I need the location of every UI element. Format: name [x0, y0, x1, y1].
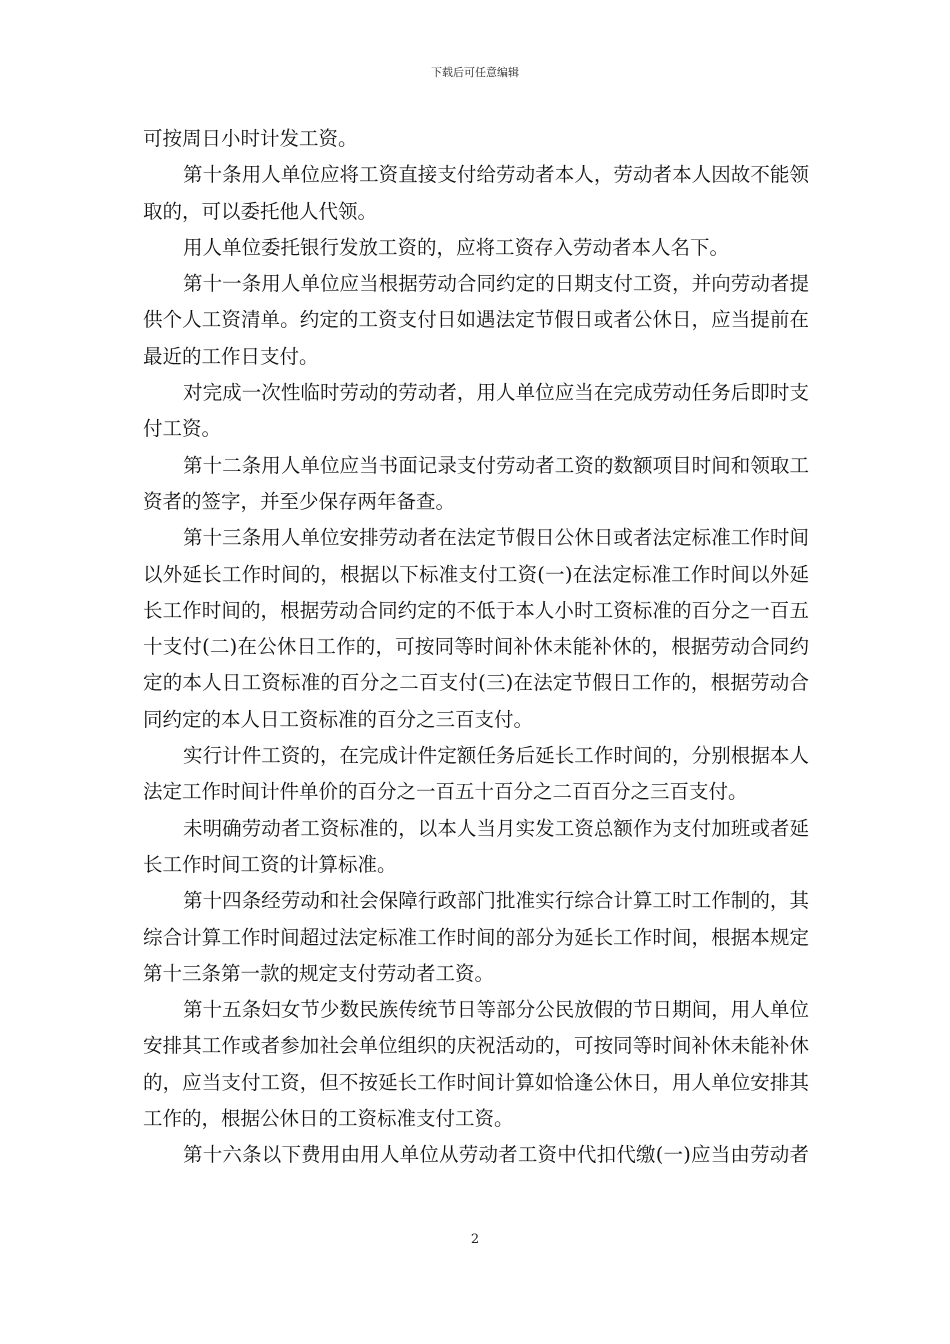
text-line: 可按周日小时计发工资。: [143, 127, 358, 150]
text-line: 第十二条用人单位应当书面记录支付劳动者工资的数额项目时间和领取工: [183, 453, 809, 477]
text-line: 的，应当支付工资，但不按延长工作时间计算如恰逢公休日，用人单位安排其: [143, 1070, 809, 1094]
text-line: 实行计件工资的，在完成计件定额任务后延长工作时间的，分别根据本人: [183, 744, 809, 768]
text-line: 十支付(二)在公休日工作的，可按同等时间补休未能补休的，根据劳动合同约: [143, 635, 809, 659]
text-line: 取的，可以委托他人代领。: [143, 199, 378, 223]
text-line: 法定工作时间计件单价的百分之一百五十百分之二百百分之三百支付。: [143, 780, 748, 804]
text-line: 同约定的本人日工资标准的百分之三百支付。: [143, 707, 534, 731]
text-line: 第十条用人单位应将工资直接支付给劳动者本人，劳动者本人因故不能领: [183, 163, 809, 187]
text-line: 供个人工资清单。约定的工资支付日如遇法定节假日或者公休日，应当提前在: [143, 308, 809, 332]
document-body: [143, 121, 809, 1174]
text-line: 以外延长工作时间的，根据以下标准支付工资(一)在法定标准工作时间以外延: [143, 562, 809, 586]
text-line: 最近的工作日支付。: [143, 344, 319, 368]
text-line: 综合计算工作时间超过法定标准工作时间的部分为延长工作时间，根据本规定: [143, 925, 809, 949]
text-line: 对完成一次性临时劳动的劳动者，用人单位应当在完成劳动任务后即时支: [183, 381, 809, 405]
text-line: 未明确劳动者工资标准的，以本人当月实发工资总额作为支付加班或者延: [183, 816, 809, 840]
text-line: 工作的，根据公休日的工资标准支付工资。: [143, 1107, 514, 1131]
text-line: 长工作时间的，根据劳动合同约定的不低于本人小时工资标准的百分之一百五: [143, 598, 809, 622]
text-line: 第十一条用人单位应当根据劳动合同约定的日期支付工资，并向劳动者提: [183, 272, 809, 296]
text-line: 付工资。: [143, 417, 222, 441]
text-line: 用人单位委托银行发放工资的，应将工资存入劳动者本人名下。: [183, 235, 730, 259]
page-number: 2: [470, 1232, 480, 1247]
text-line: 定的本人日工资标准的百分之二百支付(三)在法定节假日工作的，根据劳动合: [143, 671, 809, 695]
page-header: 下载后可任意编辑: [431, 66, 519, 79]
text-line: 长工作时间工资的计算标准。: [143, 852, 397, 876]
text-line: 安排其工作或者参加社会单位组织的庆祝活动的，可按同等时间补休未能补休: [143, 1034, 809, 1058]
text-line: 资者的签字，并至少保存两年备查。: [143, 489, 456, 513]
text-line: 第十三条第一款的规定支付劳动者工资。: [143, 961, 495, 985]
text-line: 第十五条妇女节少数民族传统节日等部分公民放假的节日期间，用人单位: [183, 998, 809, 1022]
text-line: 第十三条用人单位安排劳动者在法定节假日公休日或者法定标准工作时间: [183, 526, 809, 550]
text-line: 第十六条以下费用由用人单位从劳动者工资中代扣代缴(一)应当由劳动者: [183, 1143, 809, 1167]
text-line: 第十四条经劳动和社会保障行政部门批准实行综合计算工时工作制的，其: [183, 889, 809, 913]
